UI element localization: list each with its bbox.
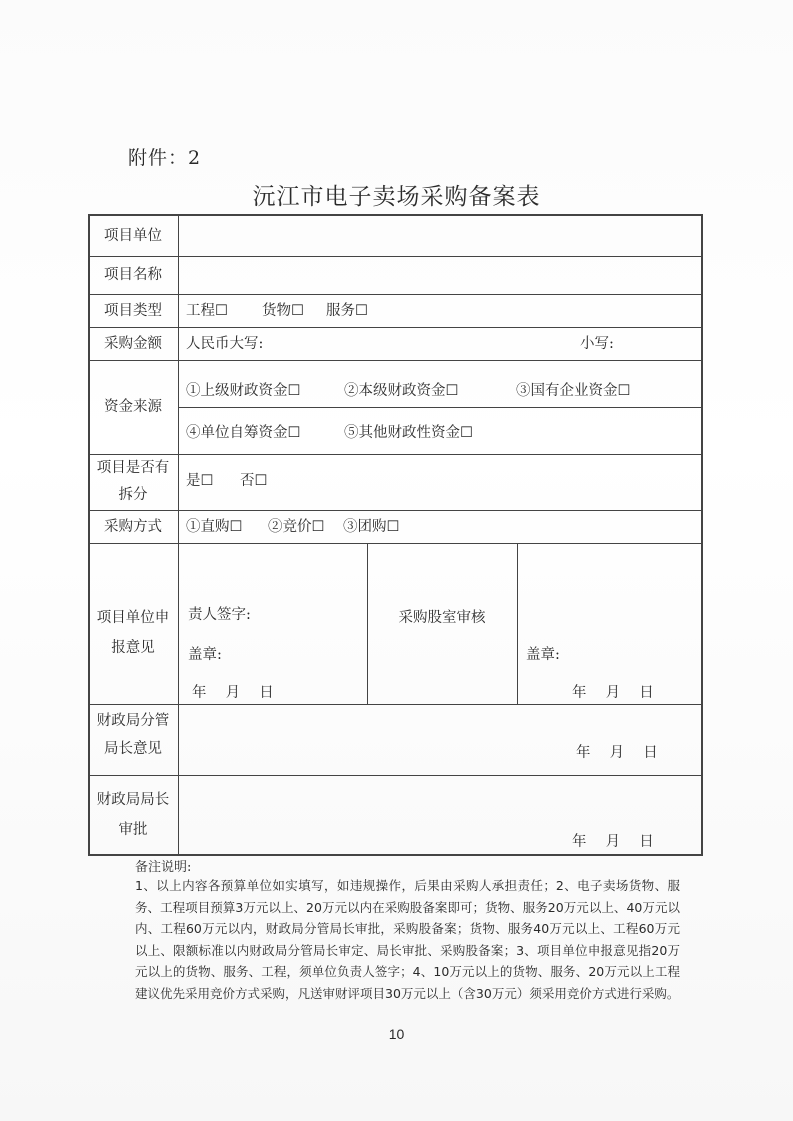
label-chief-2: 审批	[118, 822, 148, 838]
chief-date: 年 月 日	[572, 834, 654, 850]
bureau-date: 年 月 日	[576, 745, 658, 761]
checkbox-fund-self-raised[interactable]: ④单位自筹资金☐	[186, 425, 301, 441]
checkbox-fund-state-enterprise[interactable]: ③国有企业资金☐	[516, 383, 631, 399]
checkbox-fund-local[interactable]: ②本级财政资金☐	[344, 383, 459, 399]
label-project-name: 项目名称	[104, 267, 162, 283]
label-project-unit: 项目单位	[104, 228, 162, 244]
checkbox-fund-superior[interactable]: ①上级财政资金☐	[186, 383, 301, 399]
opinion-date: 年 月 日	[192, 685, 274, 701]
opinion-signature-label: 责人签字:	[188, 607, 251, 623]
notes-heading: 备注说明:	[135, 860, 192, 875]
checkbox-type-goods[interactable]: 货物☐	[262, 303, 304, 319]
opinion-seal-label: 盖章:	[188, 647, 222, 663]
label-bureau-2: 局长意见	[104, 741, 162, 757]
label-method: 采购方式	[104, 519, 162, 535]
checkbox-method-bidding[interactable]: ②竞价☐	[268, 519, 325, 535]
checkbox-method-direct[interactable]: ①直购☐	[186, 519, 243, 535]
review-label: 采购股室审核	[398, 610, 486, 626]
checkbox-method-group[interactable]: ③团购☐	[343, 519, 400, 535]
label-amount: 采购金额	[104, 336, 162, 352]
label-fund-source: 资金来源	[104, 399, 162, 415]
label-bureau-1: 财政局分管	[96, 713, 170, 729]
attachment-label: 附件：2	[128, 147, 202, 169]
label-chief-1: 财政局局长	[96, 792, 170, 808]
checkbox-type-engineering[interactable]: 工程☐	[186, 303, 228, 319]
label-split-2: 拆分	[118, 487, 148, 503]
notes-body: 1、以上内容各预算单位如实填写，如违规操作，后果由采购人承担责任；2、电子卖场货物、服务、工程项目预算3万元以上、20万元以内在采购股备案即可；货物、服务20万元以上、40万元以内、工程60万元以内，财政局分管局长审批，采购股备案；货物、服务40万元以上、工程60万元以上、限额标准以内财政局分管局长审定、局长审批、采购股备案；3、项目单位申报意见指20万元以上的货物、服务、工程，须单位负责人签字；4、10万元以上的货物、服务、20万元以上工程建议优先采用竞价方式采购，凡送审财评项目30万元以上（含30万元）须采用竞价方式进行采购。	[135, 878, 680, 1001]
form-title: 沅江市电子卖场采购备案表	[252, 184, 541, 210]
label-opinion-1: 项目单位申	[96, 610, 170, 626]
review-date: 年 月 日	[572, 685, 654, 701]
amount-lowercase-label: 小写:	[580, 336, 614, 352]
page-number: 10	[388, 1026, 405, 1042]
checkbox-split-no[interactable]: 否☐	[240, 473, 268, 489]
review-seal-label: 盖章:	[526, 647, 560, 663]
amount-uppercase-label: 人民币大写:	[186, 336, 264, 352]
checkbox-fund-other[interactable]: ⑤其他财政性资金☐	[344, 425, 473, 441]
checkbox-type-service[interactable]: 服务☐	[326, 303, 368, 319]
label-project-type: 项目类型	[104, 303, 162, 319]
checkbox-split-yes[interactable]: 是☐	[186, 473, 214, 489]
label-split-1: 项目是否有	[96, 460, 170, 476]
label-opinion-2: 报意见	[111, 640, 155, 656]
